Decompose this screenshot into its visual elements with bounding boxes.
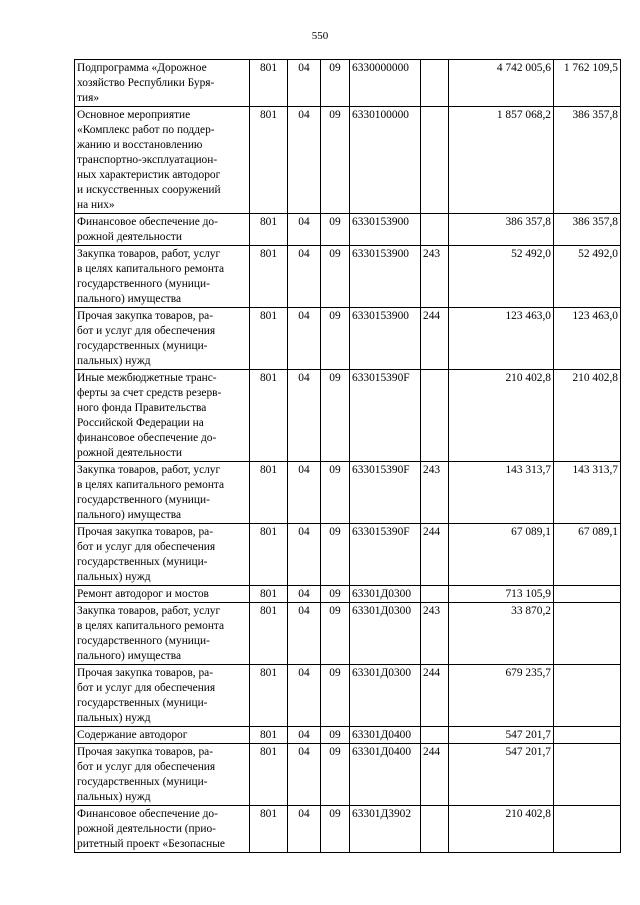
expense-type-cell: 243 [421,603,449,665]
expense-type-cell: 244 [421,744,449,806]
section-code-cell: 04 [288,586,321,603]
row-name-line: Прочая закупка товаров, ра- [77,746,213,758]
row-name-line: Закупка товаров, работ, услуг [77,248,221,260]
expense-type-cell: 244 [421,665,449,727]
row-name-line: государственных (муници- [77,340,208,352]
row-name-line: Финансовое обеспечение до- [77,216,218,228]
row-name-line: ного фонда Правительства [77,402,207,414]
row-name-cell [75,806,250,853]
row-name-line: пальных) нужд [77,791,151,803]
subsection-code-cell: 09 [321,370,350,462]
amount-2-cell [554,744,621,806]
row-name-line: государственного (муници- [77,494,210,506]
row-name-line: Прочая закупка товаров, ра- [77,667,213,679]
amount-2-cell: 123 463,0 [554,308,621,370]
row-name-cell [75,246,250,308]
row-name-line: ритетный проект «Безопасные [77,838,225,850]
section-code-cell: 04 [288,603,321,665]
table-row [75,107,621,214]
row-name-line: в целях капитального ремонта [77,620,225,632]
department-code-cell: 801 [250,214,288,246]
row-name-line: финансовое обеспечение до- [77,432,217,444]
target-article-cell: 63301Д0400 [350,744,421,806]
amount-2-cell: 386 357,8 [554,107,621,214]
row-name-line: бот и услуг для обеспечения [77,325,216,337]
amount-2-cell: 1 762 109,5 [554,60,621,107]
department-code-cell: 801 [250,107,288,214]
row-name-cell [75,60,250,107]
department-code-cell: 801 [250,665,288,727]
target-article-cell: 6330153900 [350,246,421,308]
row-name-line: Подпрограмма «Дорожное [77,62,207,74]
table-row [75,370,621,462]
row-name-line: Содержание автодорог [77,729,188,741]
target-article-cell: 63301Д0300 [350,603,421,665]
row-name-line: жанию и восстановлению [77,139,203,151]
amount-2-cell [554,727,621,744]
page-number: 550 [311,30,329,42]
row-name-line: пальных) нужд [77,571,151,583]
amount-1-cell: 679 235,7 [449,665,554,727]
amount-1-cell: 4 742 005,6 [449,60,554,107]
expense-type-cell: 244 [421,524,449,586]
department-code-cell: 801 [250,586,288,603]
expense-type-cell [421,107,449,214]
section-code-cell: 04 [288,370,321,462]
amount-1-cell: 52 492,0 [449,246,554,308]
amount-2-cell: 386 357,8 [554,214,621,246]
row-name-line: Иные межбюджетные транс- [77,372,217,384]
row-name-cell [75,665,250,727]
subsection-code-cell: 09 [321,744,350,806]
section-code-cell: 04 [288,462,321,524]
row-name-line: государственного (муници- [77,278,210,290]
row-name-line: пального) имущества [77,293,182,305]
table-row [75,603,621,665]
row-name-line: Основное мероприятие [77,109,191,121]
amount-1-cell: 67 089,1 [449,524,554,586]
table-row [75,246,621,308]
row-name-line: государственных (муници- [77,776,208,788]
row-name-line: государственных (муници- [77,556,208,568]
target-article-cell: 63301Д3902 [350,806,421,853]
row-name-cell [75,462,250,524]
department-code-cell: 801 [250,246,288,308]
section-code-cell: 04 [288,524,321,586]
department-code-cell: 801 [250,524,288,586]
row-name-line: Прочая закупка товаров, ра- [77,526,213,538]
expense-type-cell [421,586,449,603]
table-body [75,60,621,853]
department-code-cell: 801 [250,806,288,853]
target-article-cell: 633015390F [350,370,421,462]
section-code-cell: 04 [288,806,321,853]
section-code-cell: 04 [288,60,321,107]
subsection-code-cell: 09 [321,665,350,727]
row-name-line: бот и услуг для обеспечения [77,682,216,694]
target-article-cell: 633015390F [350,524,421,586]
amount-1-cell: 713 105,9 [449,586,554,603]
subsection-code-cell: 09 [321,727,350,744]
budget-table [74,59,621,853]
row-name-line: рожной деятельности [77,447,182,459]
target-article-cell: 6330153900 [350,308,421,370]
row-name-line: хозяйство Республики Буря- [77,77,215,89]
subsection-code-cell: 09 [321,603,350,665]
department-code-cell: 801 [250,462,288,524]
amount-2-cell: 67 089,1 [554,524,621,586]
row-name-line: государственного (муници- [77,635,210,647]
row-name-line: пальных) нужд [77,355,151,367]
department-code-cell: 801 [250,60,288,107]
row-name-line: Закупка товаров, работ, услуг [77,605,221,617]
row-name-line: Прочая закупка товаров, ра- [77,310,213,322]
row-name-cell [75,727,250,744]
row-name-line: пального) имущества [77,650,182,662]
subsection-code-cell: 09 [321,462,350,524]
subsection-code-cell: 09 [321,246,350,308]
row-name-line: в целях капитального ремонта [77,479,225,491]
amount-1-cell: 210 402,8 [449,806,554,853]
row-name-line: бот и услуг для обеспечения [77,541,216,553]
amount-2-cell: 143 313,7 [554,462,621,524]
amount-1-cell: 1 857 068,2 [449,107,554,214]
row-name-cell [75,744,250,806]
row-name-line: «Комплекс работ по поддер- [77,124,215,136]
department-code-cell: 801 [250,603,288,665]
subsection-code-cell: 09 [321,107,350,214]
amount-2-cell [554,603,621,665]
department-code-cell: 801 [250,370,288,462]
expense-type-cell: 244 [421,308,449,370]
row-name-line: бот и услуг для обеспечения [77,761,216,773]
row-name-cell [75,370,250,462]
amount-1-cell: 143 313,7 [449,462,554,524]
row-name-line: Закупка товаров, работ, услуг [77,464,221,476]
target-article-cell: 63301Д0300 [350,586,421,603]
section-code-cell: 04 [288,308,321,370]
amount-2-cell [554,586,621,603]
expense-type-cell [421,214,449,246]
row-name-line: Российской Федерации на [77,417,204,429]
amount-2-cell [554,665,621,727]
subsection-code-cell: 09 [321,60,350,107]
target-article-cell: 63301Д0400 [350,727,421,744]
department-code-cell: 801 [250,744,288,806]
target-article-cell: 63301Д0300 [350,665,421,727]
row-name-cell [75,524,250,586]
amount-1-cell: 547 201,7 [449,727,554,744]
amount-1-cell: 123 463,0 [449,308,554,370]
row-name-line: и искусственных сооружений [77,184,221,196]
table-row [75,524,621,586]
table-row [75,665,621,727]
section-code-cell: 04 [288,214,321,246]
amount-1-cell: 210 402,8 [449,370,554,462]
row-name-line: рожной деятельности [77,231,182,243]
row-name-line: государственных (муници- [77,697,208,709]
subsection-code-cell: 09 [321,308,350,370]
table-row [75,308,621,370]
target-article-cell: 6330153900 [350,214,421,246]
row-name-cell [75,586,250,603]
expense-type-cell: 243 [421,462,449,524]
expense-type-cell [421,60,449,107]
table-row [75,586,621,603]
expense-type-cell [421,727,449,744]
row-name-cell [75,214,250,246]
target-article-cell: 6330000000 [350,60,421,107]
section-code-cell: 04 [288,107,321,214]
subsection-code-cell: 09 [321,806,350,853]
row-name-line: Ремонт автодорог и мостов [77,588,209,600]
target-article-cell: 6330100000 [350,107,421,214]
row-name-line: ных характеристик автодорог [77,169,221,181]
amount-2-cell: 52 492,0 [554,246,621,308]
row-name-cell [75,107,250,214]
row-name-line: в целях капитального ремонта [77,263,225,275]
subsection-code-cell: 09 [321,214,350,246]
amount-1-cell: 547 201,7 [449,744,554,806]
department-code-cell: 801 [250,727,288,744]
row-name-cell [75,308,250,370]
row-name-line: рожной деятельности (прио- [77,823,216,835]
target-article-cell: 633015390F [350,462,421,524]
row-name-line: Финансовое обеспечение до- [77,808,218,820]
expense-type-cell [421,370,449,462]
row-name-line: транспортно-эксплуатацион- [77,154,218,166]
subsection-code-cell: 09 [321,586,350,603]
section-code-cell: 04 [288,744,321,806]
row-name-line: на них» [77,199,115,211]
amount-1-cell: 33 870,2 [449,603,554,665]
section-code-cell: 04 [288,665,321,727]
row-name-line: пального) имущества [77,509,182,521]
table-row [75,744,621,806]
department-code-cell: 801 [250,308,288,370]
section-code-cell: 04 [288,246,321,308]
table-row [75,462,621,524]
table-row [75,806,621,853]
row-name-line: тия» [77,92,100,104]
table-row [75,60,621,107]
row-name-line: пальных) нужд [77,712,151,724]
row-name-cell [75,603,250,665]
subsection-code-cell: 09 [321,524,350,586]
amount-1-cell: 386 357,8 [449,214,554,246]
table-row [75,727,621,744]
amount-2-cell: 210 402,8 [554,370,621,462]
section-code-cell: 04 [288,727,321,744]
amount-2-cell [554,806,621,853]
table-row [75,214,621,246]
expense-type-cell: 243 [421,246,449,308]
row-name-line: ферты за счет средств резерв- [77,387,222,399]
expense-type-cell [421,806,449,853]
